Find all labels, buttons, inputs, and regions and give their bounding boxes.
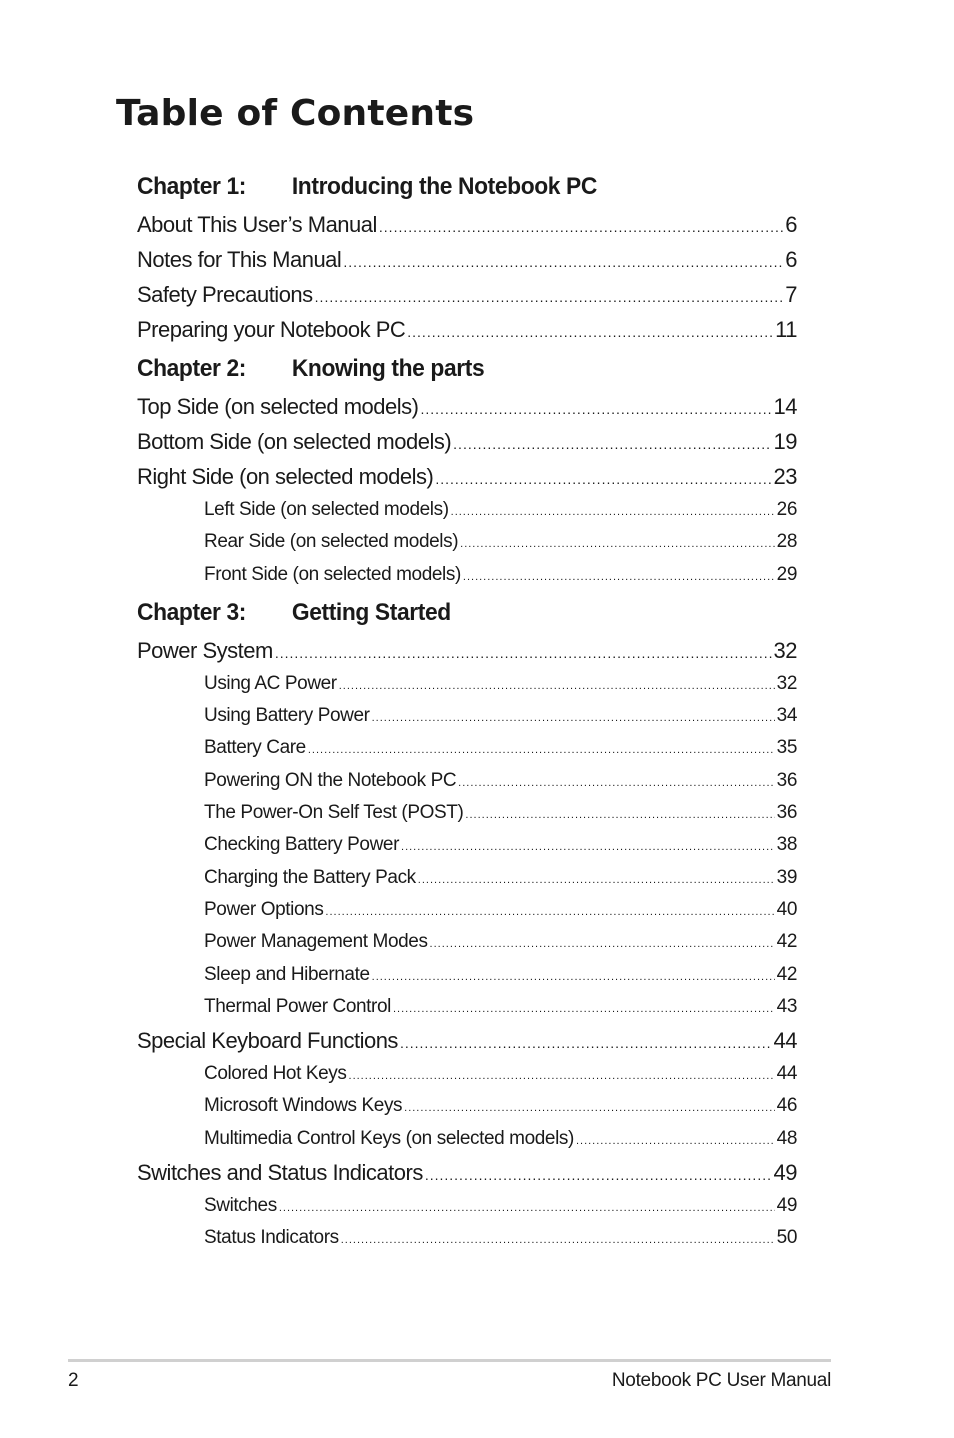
toc-subentry[interactable] (137, 559, 797, 591)
toc-entry-label: Power System (137, 637, 273, 663)
dot-leader (315, 280, 784, 312)
dot-leader (325, 896, 774, 926)
dot-leader (400, 1026, 772, 1058)
toc-entry-label: Power Options (204, 898, 324, 920)
toc-entry-label: Microsoft Windows Keys (204, 1095, 403, 1117)
chapter-3-heading (137, 597, 764, 629)
toc-entry-label: Checking Battery Power (204, 834, 400, 856)
dot-leader (372, 961, 775, 991)
dot-leader (435, 462, 771, 494)
toc-entry-label: Top Side (on selected models) (137, 394, 419, 419)
toc-entry-label: Bottom Side (on selected models) (137, 429, 452, 454)
toc-entry-label: Status Indicators (204, 1227, 339, 1249)
toc-entry-label: Battery Care (204, 737, 306, 759)
toc-entry-page: 7 (785, 282, 797, 307)
dot-leader (404, 1092, 775, 1122)
toc-entry-page: 34 (776, 705, 797, 727)
toc-entry-page: 23 (773, 464, 797, 489)
chapter-2-heading (137, 353, 764, 385)
dot-leader (407, 315, 773, 347)
toc-entry-label: Using AC Power (204, 672, 337, 694)
toc-entry[interactable] (137, 424, 797, 459)
toc-entry-page: 14 (773, 394, 797, 419)
toc-entry-page: 36 (776, 802, 797, 824)
dot-leader (393, 993, 775, 1023)
toc-entry-page: 42 (776, 931, 797, 953)
toc-entry-page: 44 (773, 1028, 797, 1054)
toc-subentry[interactable] (137, 1222, 797, 1254)
toc-entry-page: 40 (776, 898, 797, 920)
toc-entry-label: Thermal Power Control (204, 995, 391, 1017)
toc-subentry[interactable] (137, 1090, 797, 1122)
toc-entry-label: Charging the Battery Pack (204, 866, 416, 888)
toc-entry-page: 35 (776, 737, 797, 759)
dot-leader (576, 1125, 775, 1155)
toc-entry[interactable] (137, 389, 797, 424)
toc-entry-page: 19 (773, 429, 797, 454)
chapter-number: Chapter 2: (137, 355, 246, 382)
dot-leader (458, 767, 774, 797)
toc-entry-page: 46 (776, 1095, 797, 1117)
toc-entry[interactable] (137, 207, 797, 242)
dot-leader (425, 1158, 772, 1190)
toc-entry-page: 32 (773, 637, 797, 663)
toc-entry-page: 43 (776, 995, 797, 1017)
toc-entry[interactable] (137, 633, 797, 668)
toc-entry-label: Colored Hot Keys (204, 1063, 347, 1085)
dot-leader (279, 1192, 775, 1222)
chapter-title: Getting Started (291, 598, 451, 626)
dot-leader (372, 702, 775, 732)
toc-entry-label: Using Battery Power (204, 705, 370, 727)
dot-leader (451, 496, 775, 526)
toc-entry-label: Notes for This Manual (137, 247, 342, 272)
dot-leader (379, 210, 783, 242)
toc-subentry[interactable] (137, 668, 797, 700)
toc-entry-page: 48 (776, 1127, 797, 1149)
toc-entry-label: Right Side (on selected models) (137, 464, 434, 489)
dot-leader (401, 831, 775, 861)
dot-leader (339, 670, 775, 700)
toc-subentry[interactable] (137, 700, 797, 732)
toc-entry-label: Safety Precautions (137, 282, 313, 307)
toc-entry-page: 39 (776, 866, 797, 888)
toc-entry-page: 49 (776, 1195, 797, 1217)
footer-divider (68, 1359, 831, 1362)
chapter-title: Knowing the parts (291, 355, 485, 382)
toc-entry-label: Powering ON the Notebook PC (204, 769, 457, 791)
toc-entry-page: 36 (776, 769, 797, 791)
toc-entry-page: 26 (776, 499, 797, 520)
dot-leader (308, 734, 775, 764)
dot-leader (341, 1224, 775, 1254)
dot-leader (420, 392, 771, 424)
page-title: Table of Contents (116, 93, 475, 134)
chapter-title: Introducing the Notebook PC (291, 173, 597, 200)
toc-entry-page: 6 (785, 212, 797, 237)
toc-entry[interactable] (137, 459, 797, 494)
toc-entry-label: Switches (204, 1195, 277, 1217)
toc-entry-label: Special Keyboard Functions (137, 1028, 398, 1054)
toc-entry-page: 28 (776, 531, 797, 553)
dot-leader (418, 864, 775, 894)
chapter-number: Chapter 1: (137, 173, 246, 200)
toc-entry-page: 6 (785, 247, 797, 272)
toc-entry-page: 32 (776, 672, 797, 694)
toc-subentry[interactable] (137, 894, 797, 926)
dot-leader (463, 561, 775, 591)
toc-subentry[interactable] (137, 1123, 797, 1155)
dot-leader (343, 245, 783, 277)
toc-entry-page: 49 (773, 1160, 797, 1186)
toc-entry[interactable] (137, 242, 797, 277)
toc-subentry[interactable] (137, 926, 797, 958)
toc-subentry[interactable] (137, 829, 797, 861)
toc-entry-label: Switches and Status Indicators (137, 1160, 423, 1186)
toc-entry-label: Preparing your Notebook PC (137, 317, 406, 342)
chapter-number: Chapter 3: (137, 598, 246, 626)
toc-entry-label: Multimedia Control Keys (on selected models) (204, 1127, 574, 1149)
toc-entry-label: The Power-On Self Test (POST) (204, 802, 464, 824)
toc-subentry[interactable] (137, 765, 797, 797)
dot-leader (275, 636, 772, 668)
toc-entry-page: 11 (775, 317, 797, 342)
toc-subentry[interactable] (137, 526, 797, 558)
toc-entry-page: 38 (776, 834, 797, 856)
toc-entry[interactable] (137, 1023, 797, 1058)
toc-entry-page: 50 (776, 1227, 797, 1249)
toc-subentry[interactable] (137, 1058, 797, 1090)
toc-entry-label: Left Side (on selected models) (204, 499, 449, 520)
toc-entry[interactable] (137, 1155, 797, 1190)
toc-subentry[interactable] (137, 494, 797, 526)
table-of-contents (137, 171, 797, 1255)
chapter-1-heading (137, 171, 764, 203)
toc-entry-page: 44 (776, 1063, 797, 1085)
toc-subentry[interactable] (137, 991, 797, 1023)
toc-subentry[interactable] (137, 862, 797, 894)
footer-page-number: 2 (68, 1370, 79, 1391)
toc-entry-page: 42 (776, 963, 797, 985)
toc-entry-label: Front Side (on selected models) (204, 563, 461, 585)
toc-subentry[interactable] (137, 732, 797, 764)
toc-entry[interactable] (137, 277, 797, 312)
toc-entry[interactable] (137, 312, 797, 347)
dot-leader (430, 928, 775, 958)
dot-leader (460, 528, 775, 558)
toc-subentry[interactable] (137, 797, 797, 829)
toc-entry-label: Power Management Modes (204, 931, 428, 953)
dot-leader (453, 427, 771, 459)
toc-entry-page: 29 (776, 563, 797, 585)
toc-entry-label: Rear Side (on selected models) (204, 531, 459, 553)
toc-subentry[interactable] (137, 1190, 797, 1222)
dot-leader (465, 799, 774, 829)
toc-entry-label: Sleep and Hibernate (204, 963, 370, 985)
dot-leader (349, 1060, 775, 1090)
toc-entry-label: About This User’s Manual (137, 212, 377, 237)
toc-subentry[interactable] (137, 959, 797, 991)
footer-manual-title: Notebook PC User Manual (611, 1370, 831, 1391)
